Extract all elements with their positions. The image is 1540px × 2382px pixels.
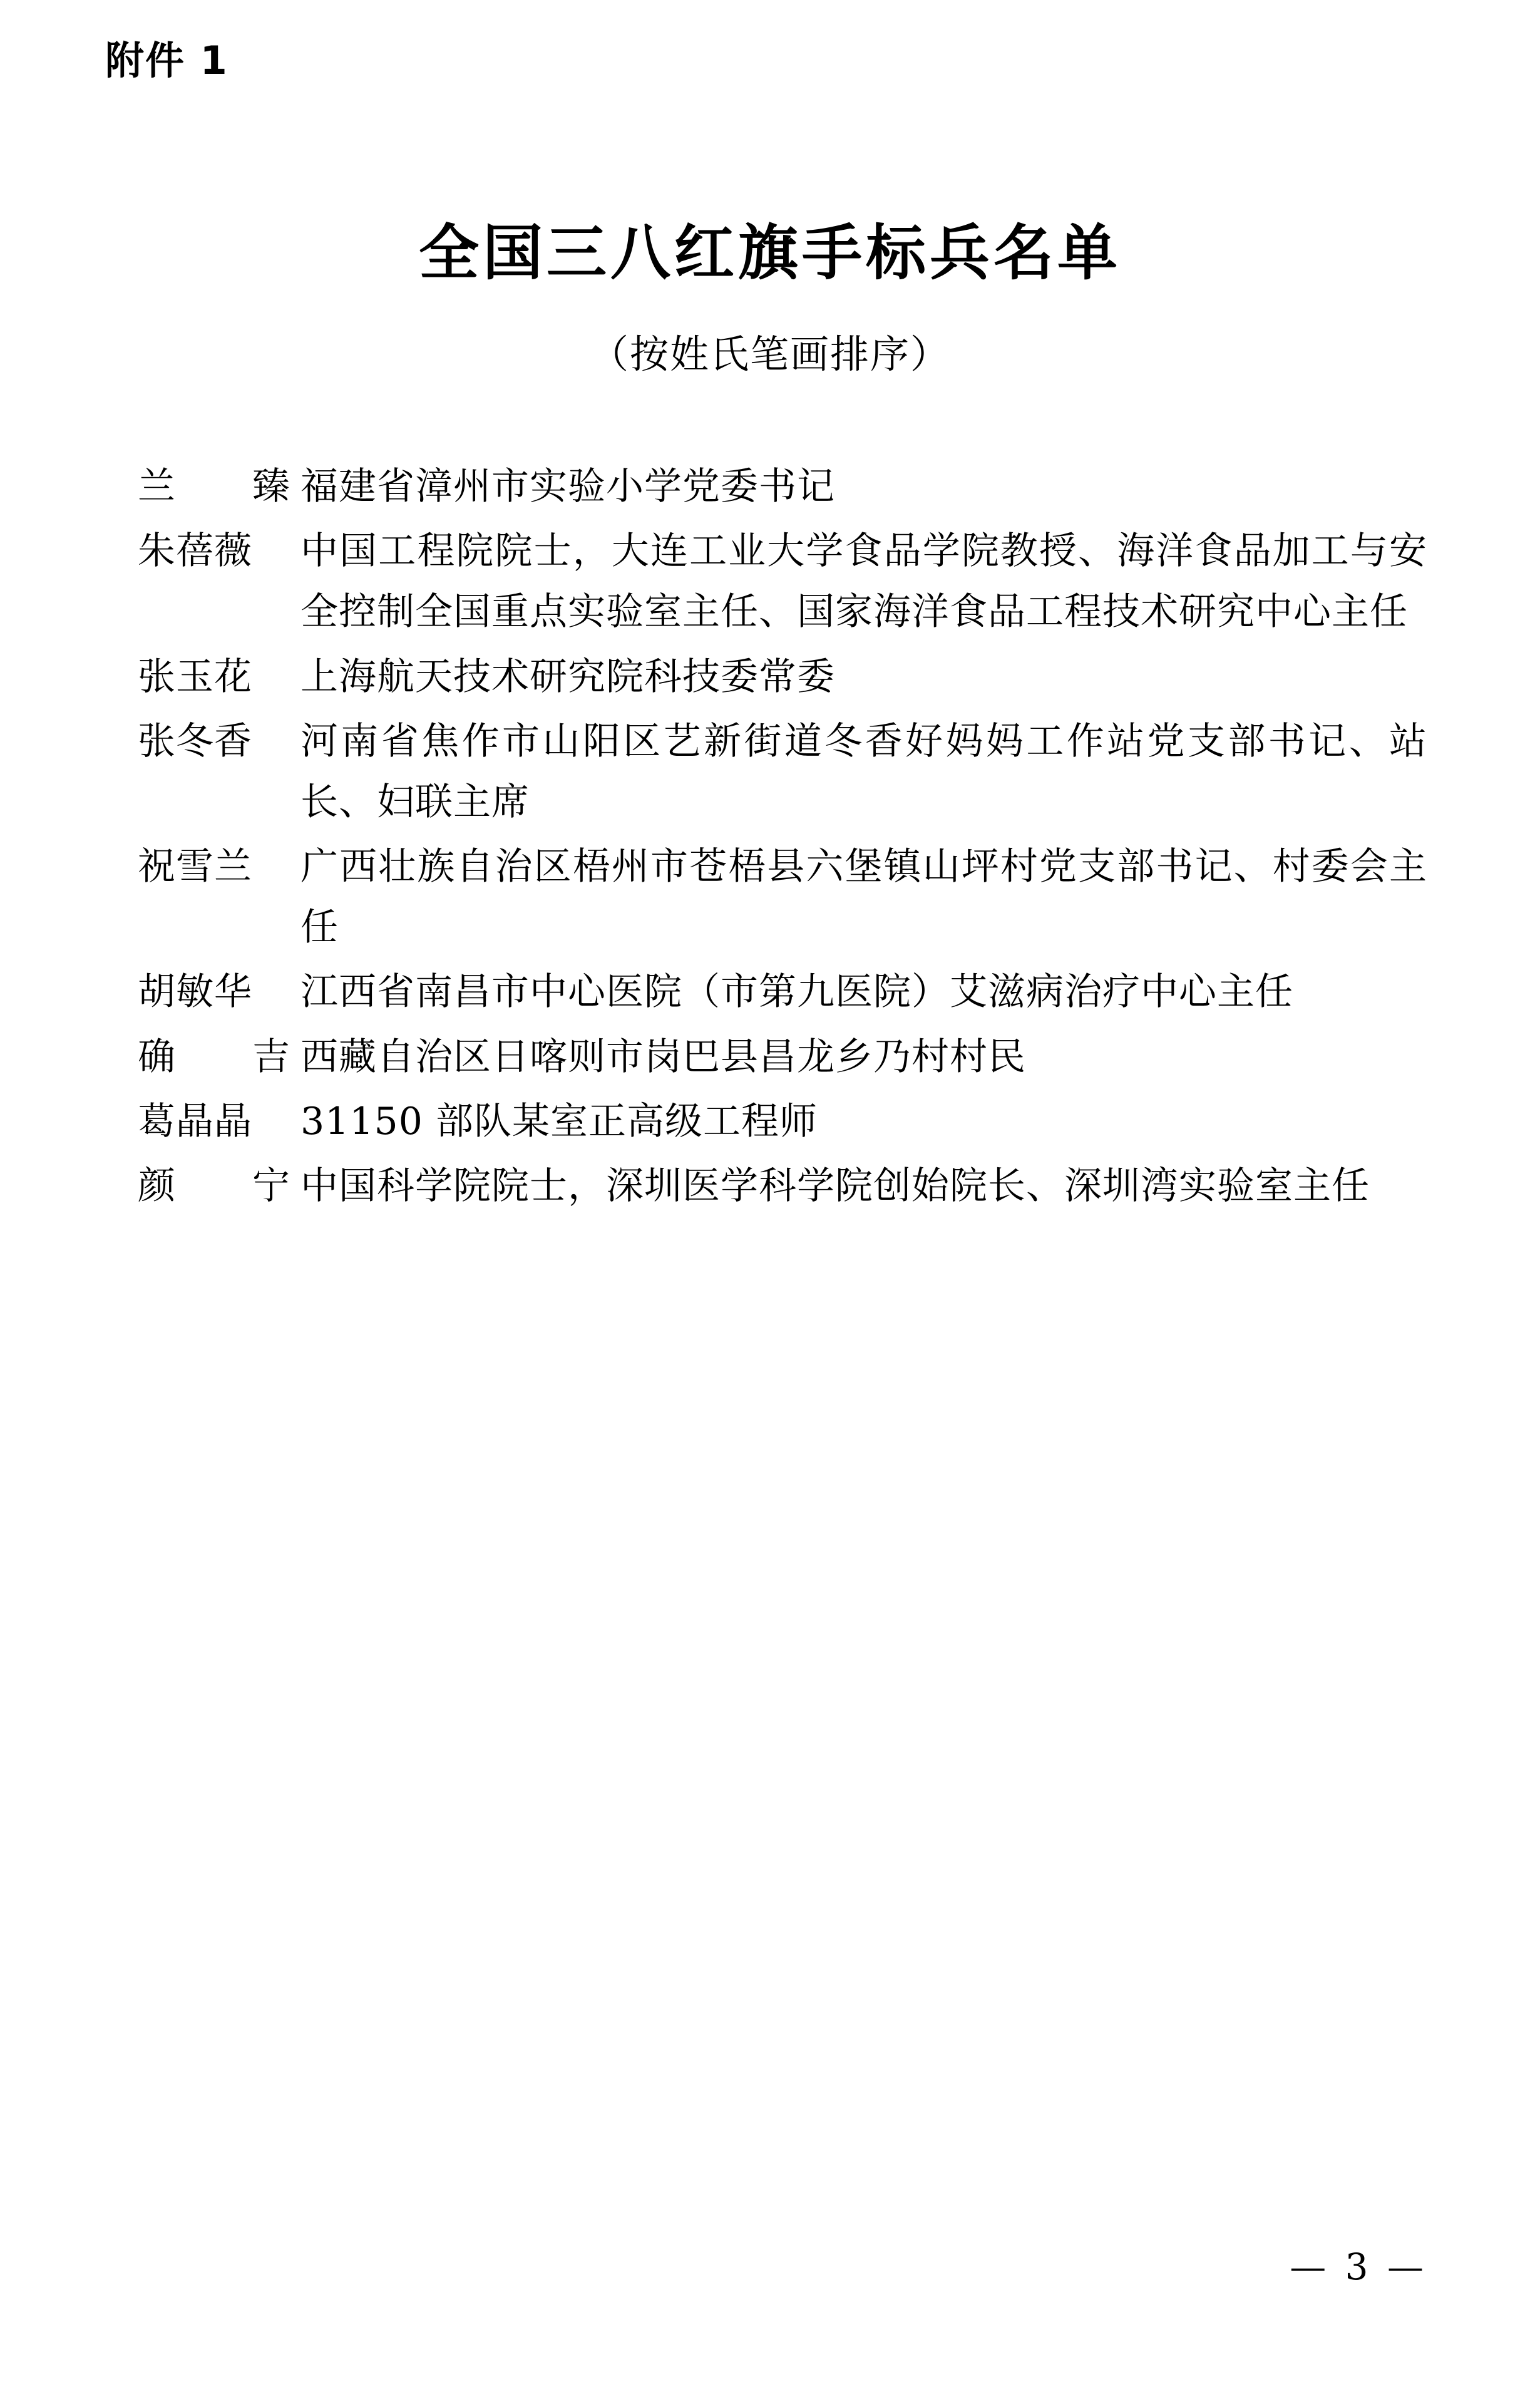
honoree-description: 中国工程院院士，大连工业大学食品学院教授、海洋食品加工与安全控制全国重点实验室主任、国家海洋食品工程技术研究中心主任 [300, 529, 1427, 634]
honoree-name: 葛晶晶 [138, 1099, 252, 1143]
honoree-name: 兰 臻 [138, 464, 290, 508]
list-item [94, 711, 1446, 833]
honoree-name: 确 吉 [138, 1034, 290, 1079]
attachment-label: 附件 1 [105, 38, 228, 83]
page-number: — 3 — [1290, 2245, 1427, 2288]
page-title: 全国三八红旗手标兵名单 [419, 217, 1121, 289]
honoree-description: 西藏自治区日喀则市岗巴县昌龙乡乃村村民 [300, 1034, 1026, 1079]
list-item [94, 1027, 1446, 1088]
list-item [94, 962, 1446, 1023]
honoree-description: 福建省漳州市实验小学党委书记 [300, 464, 835, 508]
honoree-description: 江西省南昌市中心医院（市第九医院）艾滋病治疗中心主任 [300, 970, 1293, 1014]
honoree-description: 河南省焦作市山阳区艺新街道冬香好妈妈工作站党支部书记、站长、妇联主席 [300, 719, 1427, 824]
honoree-list [94, 456, 1446, 1217]
list-item [94, 837, 1446, 958]
honoree-name: 张冬香 [138, 719, 252, 763]
honoree-description: 31150 部队某室正高级工程师 [300, 1099, 818, 1143]
list-item [94, 456, 1446, 517]
honoree-name: 胡敏华 [138, 970, 252, 1014]
page-subtitle: （按姓氏笔画排序） [589, 331, 950, 378]
honoree-name: 朱蓓薇 [138, 529, 252, 574]
list-item [94, 1156, 1446, 1217]
list-item [94, 647, 1446, 708]
honoree-description: 中国科学院院士，深圳医学科学院创始院长、深圳湾实验室主任 [300, 1164, 1370, 1209]
honoree-name: 张玉花 [138, 654, 252, 699]
honoree-name: 颜 宁 [138, 1164, 290, 1209]
honoree-description: 广西壮族自治区梧州市苍梧县六堡镇山坪村党支部书记、村委会主任 [300, 845, 1427, 950]
honoree-description: 上海航天技术研究院科技委常委 [300, 654, 835, 699]
list-item [94, 521, 1446, 642]
honoree-name: 祝雪兰 [138, 845, 252, 889]
list-item [94, 1091, 1446, 1152]
